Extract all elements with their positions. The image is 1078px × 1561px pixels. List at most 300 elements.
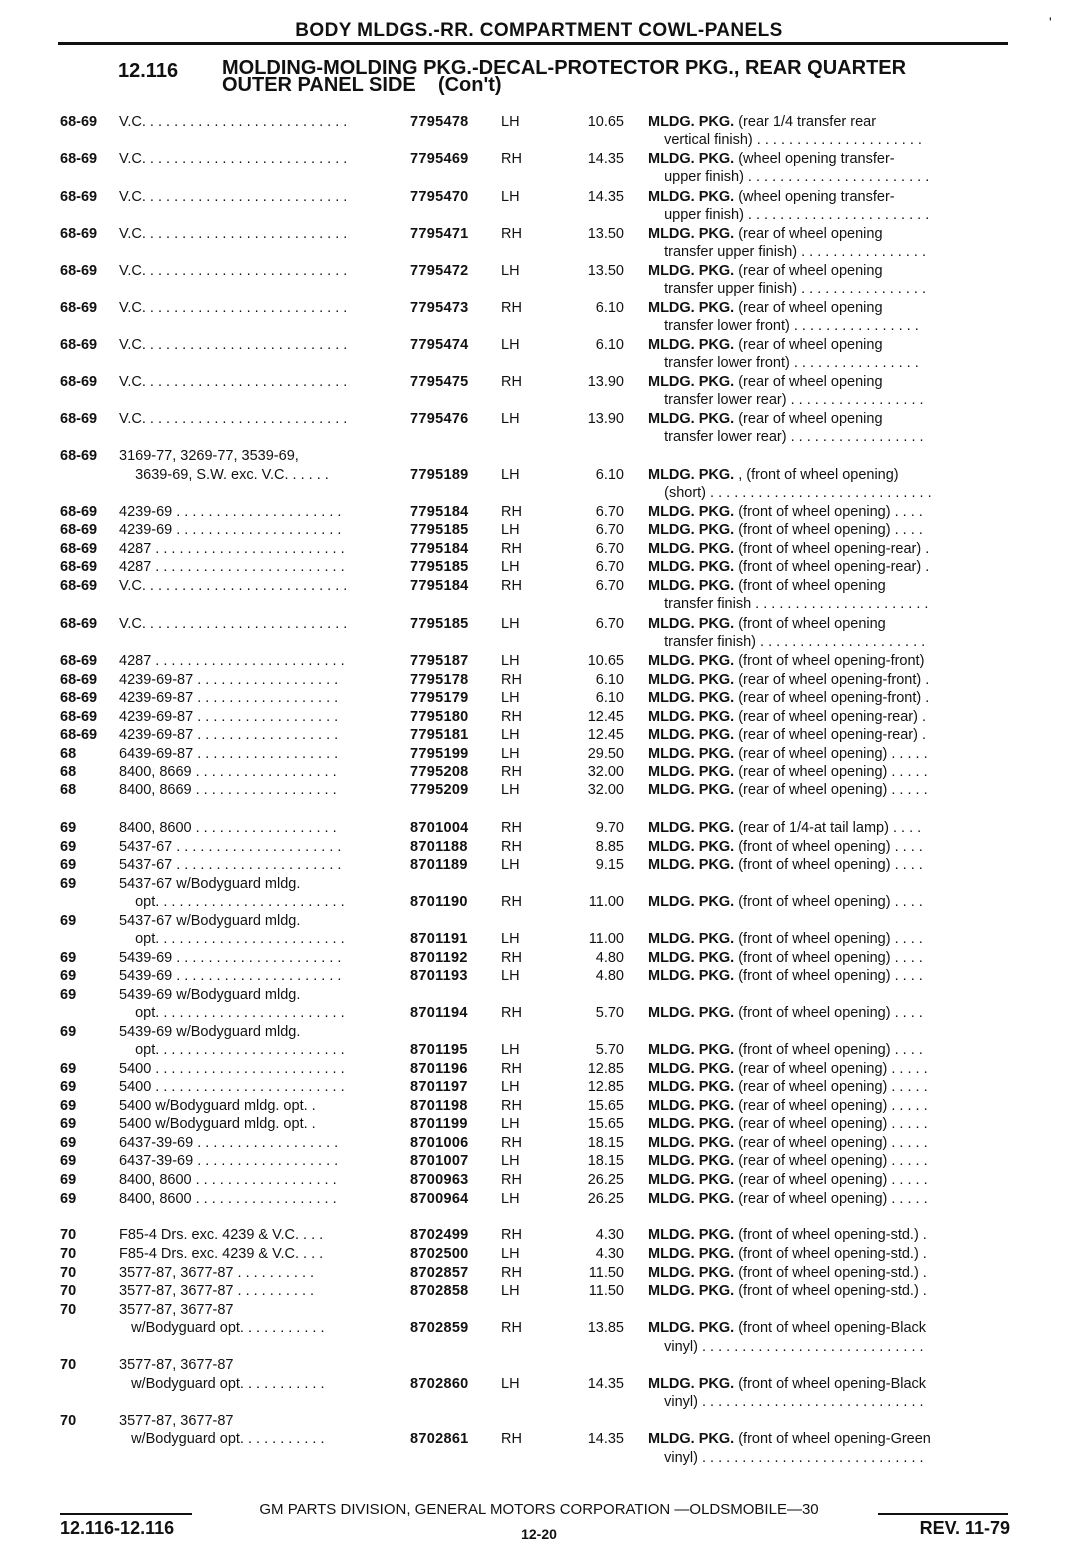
description-label: MLDG. PKG. bbox=[648, 690, 735, 706]
description-label: MLDG. PKG. bbox=[648, 467, 735, 483]
section-title-line-2: OUTER PANEL SIDE (Con't) bbox=[222, 74, 502, 96]
table-row bbox=[0, 912, 1078, 930]
description-text: (front of wheel opening) . . . . bbox=[734, 931, 923, 947]
year: 68 bbox=[60, 746, 77, 762]
price: 11.00 bbox=[588, 931, 624, 947]
description-text: transfer lower front) . . . . . . . . . . . . . . . . bbox=[648, 318, 919, 334]
description bbox=[648, 1449, 1012, 1467]
description bbox=[648, 1430, 1012, 1448]
model: opt. . . . . . . . . . . . . . . . . . . . . . . . bbox=[119, 931, 345, 947]
description bbox=[648, 150, 1012, 168]
model: 6437-39-69 . . . . . . . . . . . . . . . . . . bbox=[119, 1153, 339, 1169]
part-number: 7795179 bbox=[410, 690, 469, 706]
model: 4287 . . . . . . . . . . . . . . . . . . . . . . . . bbox=[119, 541, 345, 557]
side: RH bbox=[501, 1265, 522, 1281]
description bbox=[648, 521, 1012, 539]
table-row bbox=[0, 1171, 1078, 1189]
year: 68-69 bbox=[60, 151, 98, 167]
side: RH bbox=[501, 504, 522, 520]
table-row bbox=[0, 1430, 1078, 1448]
price: 14.35 bbox=[587, 1431, 624, 1447]
description-text: (front of wheel opening) . . . . bbox=[734, 1005, 923, 1021]
year: 68-69 bbox=[60, 448, 98, 464]
description-text: (front of wheel opening) . . . . bbox=[734, 1042, 923, 1058]
price: 14.35 bbox=[587, 151, 624, 167]
description-label: MLDG. PKG. bbox=[648, 226, 735, 242]
part-number: 7795185 bbox=[410, 616, 469, 632]
side: LH bbox=[501, 1079, 520, 1095]
description bbox=[648, 949, 1012, 967]
model: 5400 . . . . . . . . . . . . . . . . . . . . . . . . bbox=[119, 1079, 345, 1095]
table-row bbox=[0, 875, 1078, 893]
price: 12.45 bbox=[587, 709, 624, 725]
side: RH bbox=[501, 151, 522, 167]
description bbox=[648, 1115, 1012, 1133]
part-number: 8701004 bbox=[410, 820, 469, 836]
price: 15.65 bbox=[587, 1098, 624, 1114]
model: opt. . . . . . . . . . . . . . . . . . . . . . . . bbox=[119, 1005, 345, 1021]
description-label: MLDG. PKG. bbox=[648, 1153, 735, 1169]
price: 4.30 bbox=[595, 1227, 624, 1243]
price: 15.65 bbox=[587, 1116, 624, 1132]
table-row bbox=[0, 373, 1078, 391]
part-number: 7795184 bbox=[410, 578, 469, 594]
part-number: 7795180 bbox=[410, 709, 469, 725]
price: 4.80 bbox=[595, 968, 624, 984]
price: 12.45 bbox=[587, 727, 624, 743]
year: 69 bbox=[60, 1135, 77, 1151]
price: 26.25 bbox=[587, 1191, 624, 1207]
price: 13.85 bbox=[587, 1320, 624, 1336]
model: 5437-67 . . . . . . . . . . . . . . . . . . . . . bbox=[119, 857, 342, 873]
table-row bbox=[0, 188, 1078, 206]
model: V.C. . . . . . . . . . . . . . . . . . . . . . . . . . bbox=[119, 616, 348, 632]
description bbox=[648, 373, 1012, 391]
table-row bbox=[0, 1449, 1078, 1467]
description bbox=[648, 484, 1012, 502]
description bbox=[648, 188, 1012, 206]
description-label: MLDG. PKG. bbox=[648, 782, 735, 798]
description-label: MLDG. PKG. bbox=[648, 1005, 735, 1021]
description-text: (front of wheel opening) . . . . bbox=[734, 968, 923, 984]
model: V.C. . . . . . . . . . . . . . . . . . . . . . . . . . bbox=[119, 114, 348, 130]
description-text: (rear of wheel opening bbox=[734, 337, 883, 353]
price: 12.85 bbox=[587, 1079, 624, 1095]
description-label: MLDG. PKG. bbox=[648, 263, 735, 279]
description bbox=[648, 168, 1012, 186]
model: 4287 . . . . . . . . . . . . . . . . . . . . . . . . bbox=[119, 653, 345, 669]
model: 5437-67 w/Bodyguard mldg. bbox=[119, 913, 301, 929]
description-text: (rear of wheel opening bbox=[734, 374, 883, 390]
description-label: MLDG. PKG. bbox=[648, 894, 735, 910]
description-text: (front of wheel opening-Black bbox=[734, 1320, 927, 1336]
footer-revision: REV. 11-79 bbox=[919, 1518, 1010, 1538]
side: RH bbox=[501, 1135, 522, 1151]
table-row bbox=[0, 745, 1078, 763]
side: LH bbox=[501, 1153, 520, 1169]
description-text: vinyl) . . . . . . . . . . . . . . . . . . . . . . . . . . . . bbox=[648, 1450, 924, 1466]
part-number: 8701006 bbox=[410, 1135, 469, 1151]
description-text: (front of wheel opening-std.) . bbox=[734, 1227, 927, 1243]
description-text: transfer upper finish) . . . . . . . . . . . . . . . . bbox=[648, 281, 927, 297]
year: 70 bbox=[60, 1283, 77, 1299]
description-label: MLDG. PKG. bbox=[648, 1191, 735, 1207]
description bbox=[648, 336, 1012, 354]
description bbox=[648, 1097, 1012, 1115]
description-label: MLDG. PKG. bbox=[648, 189, 735, 205]
price: 6.70 bbox=[595, 578, 624, 594]
model: 5400 w/Bodyguard mldg. opt. . bbox=[119, 1098, 316, 1114]
model: V.C. . . . . . . . . . . . . . . . . . . . . . . . . . bbox=[119, 411, 348, 427]
year: 70 bbox=[60, 1413, 77, 1429]
year: 70 bbox=[60, 1302, 77, 1318]
description bbox=[648, 1319, 1012, 1337]
description-text: (wheel opening transfer- bbox=[734, 151, 895, 167]
table-row bbox=[0, 521, 1078, 539]
description-text: (rear of wheel opening) . . . . . bbox=[734, 1153, 928, 1169]
description-text: (front of wheel opening-rear) . bbox=[734, 559, 930, 575]
table-row bbox=[0, 1023, 1078, 1041]
description-text: (rear of wheel opening bbox=[734, 263, 883, 279]
model: 8400, 8669 . . . . . . . . . . . . . . . . . . bbox=[119, 782, 337, 798]
table-row bbox=[0, 1245, 1078, 1263]
year: 70 bbox=[60, 1246, 77, 1262]
description bbox=[648, 1282, 1012, 1300]
description-label: MLDG. PKG. bbox=[648, 672, 735, 688]
description bbox=[648, 745, 1012, 763]
description-text: upper finish) . . . . . . . . . . . . . . . . . . . . . . . bbox=[648, 207, 930, 223]
part-number: 7795185 bbox=[410, 559, 469, 575]
model: 6439-69-87 . . . . . . . . . . . . . . . . . . bbox=[119, 746, 339, 762]
year: 69 bbox=[60, 820, 77, 836]
side: LH bbox=[501, 616, 520, 632]
side: LH bbox=[501, 931, 520, 947]
description-text: (rear of 1/4-at tail lamp) . . . . bbox=[734, 820, 922, 836]
description-label: MLDG. PKG. bbox=[648, 541, 735, 557]
year: 69 bbox=[60, 876, 77, 892]
part-number: 8701188 bbox=[410, 839, 468, 855]
table-row bbox=[0, 243, 1078, 261]
side: LH bbox=[501, 690, 520, 706]
price: 14.35 bbox=[587, 1376, 624, 1392]
description-label: MLDG. PKG. bbox=[648, 968, 735, 984]
description-text: transfer lower front) . . . . . . . . . . . . . . . . bbox=[648, 355, 919, 371]
description-text: (front of wheel opening) . . . . bbox=[734, 950, 923, 966]
description bbox=[648, 1375, 1012, 1393]
table-row bbox=[0, 1319, 1078, 1337]
table-row bbox=[0, 540, 1078, 558]
description bbox=[648, 633, 1012, 651]
year: 69 bbox=[60, 1116, 77, 1132]
table-row bbox=[0, 595, 1078, 613]
side: LH bbox=[501, 467, 520, 483]
description-label: MLDG. PKG. bbox=[648, 746, 735, 762]
description-text: (front of wheel opening-Green bbox=[734, 1431, 931, 1447]
description-label: MLDG. PKG. bbox=[648, 578, 735, 594]
description bbox=[648, 1338, 1012, 1356]
table-row bbox=[0, 1393, 1078, 1411]
description bbox=[648, 1078, 1012, 1096]
price: 4.80 bbox=[595, 950, 624, 966]
part-number: 8701191 bbox=[410, 931, 468, 947]
table-row bbox=[0, 633, 1078, 651]
description-text: (front of wheel opening) . . . . bbox=[734, 522, 923, 538]
description-text: (rear of wheel opening) . . . . . bbox=[734, 1061, 928, 1077]
table-row bbox=[0, 689, 1078, 707]
description-text: (front of wheel opening-rear) . bbox=[734, 541, 930, 557]
model: 4239-69 . . . . . . . . . . . . . . . . . . . . . bbox=[119, 522, 342, 538]
description bbox=[648, 354, 1012, 372]
side: RH bbox=[501, 1227, 522, 1243]
description-label: MLDG. PKG. bbox=[648, 764, 735, 780]
description-text: (rear of wheel opening-front) . bbox=[734, 690, 930, 706]
part-number: 7795185 bbox=[410, 522, 469, 538]
price: 13.50 bbox=[587, 263, 624, 279]
price: 9.15 bbox=[595, 857, 624, 873]
part-number: 8702859 bbox=[410, 1320, 469, 1336]
description-text: (rear of wheel opening) . . . . . bbox=[734, 1098, 928, 1114]
year: 68-69 bbox=[60, 559, 98, 575]
description bbox=[648, 856, 1012, 874]
year: 69 bbox=[60, 1172, 77, 1188]
side: LH bbox=[501, 1246, 520, 1262]
part-number: 8701196 bbox=[410, 1061, 468, 1077]
description-text: (rear of wheel opening-rear) . bbox=[734, 709, 927, 725]
page-title: BODY MLDGS.-RR. COMPARTMENT COWL-PANELS bbox=[295, 20, 783, 41]
table-row bbox=[0, 225, 1078, 243]
year: 69 bbox=[60, 968, 77, 984]
year: 68-69 bbox=[60, 616, 98, 632]
footer-page-number: 12-20 bbox=[521, 1526, 557, 1542]
year: 69 bbox=[60, 857, 77, 873]
part-number: 8701197 bbox=[410, 1079, 468, 1095]
description-label: MLDG. PKG. bbox=[648, 374, 735, 390]
description bbox=[648, 671, 1012, 689]
description-label: MLDG. PKG. bbox=[648, 411, 735, 427]
description-text: transfer finish) . . . . . . . . . . . . . . . . . . . . . bbox=[648, 634, 926, 650]
table-row bbox=[0, 206, 1078, 224]
table-row bbox=[0, 410, 1078, 428]
year: 68-69 bbox=[60, 504, 98, 520]
description-text: (rear of wheel opening) . . . . . bbox=[734, 1079, 928, 1095]
section-number: 12.116 bbox=[118, 60, 179, 82]
side: RH bbox=[501, 839, 522, 855]
part-number: 8702500 bbox=[410, 1246, 469, 1262]
side: RH bbox=[501, 578, 522, 594]
model: 5400 w/Bodyguard mldg. opt. . bbox=[119, 1116, 316, 1132]
model: V.C. . . . . . . . . . . . . . . . . . . . . . . . . . bbox=[119, 151, 348, 167]
description-label: MLDG. PKG. bbox=[648, 839, 735, 855]
price: 11.00 bbox=[588, 894, 624, 910]
side: LH bbox=[501, 1191, 520, 1207]
description bbox=[648, 838, 1012, 856]
description-text: (wheel opening transfer- bbox=[734, 189, 895, 205]
description bbox=[648, 781, 1012, 799]
price: 13.90 bbox=[587, 411, 624, 427]
model: 4239-69 . . . . . . . . . . . . . . . . . . . . . bbox=[119, 504, 342, 520]
description bbox=[648, 503, 1012, 521]
model: 4239-69-87 . . . . . . . . . . . . . . . . . . bbox=[119, 727, 339, 743]
table-row bbox=[0, 1375, 1078, 1393]
part-number: 7795208 bbox=[410, 764, 469, 780]
table-row bbox=[0, 1301, 1078, 1319]
part-number: 7795478 bbox=[410, 114, 469, 130]
year: 68-69 bbox=[60, 189, 98, 205]
part-number: 7795184 bbox=[410, 541, 469, 557]
model: w/Bodyguard opt. . . . . . . . . . . bbox=[119, 1431, 325, 1447]
year: 68-69 bbox=[60, 522, 98, 538]
table-row bbox=[0, 317, 1078, 335]
table-row bbox=[0, 428, 1078, 446]
price: 32.00 bbox=[587, 764, 624, 780]
year: 69 bbox=[60, 913, 77, 929]
price: 29.50 bbox=[587, 746, 624, 762]
part-number: 8701195 bbox=[410, 1042, 468, 1058]
description-label: MLDG. PKG. bbox=[648, 931, 735, 947]
description-label: MLDG. PKG. bbox=[648, 653, 735, 669]
table-row bbox=[0, 354, 1078, 372]
description-label: MLDG. PKG. bbox=[648, 1246, 735, 1262]
table-row bbox=[0, 819, 1078, 837]
description-text: (front of wheel opening-std.) . bbox=[734, 1246, 927, 1262]
description-label: MLDG. PKG. bbox=[648, 504, 735, 520]
description-label: MLDG. PKG. bbox=[648, 616, 735, 632]
description-text: (rear of wheel opening) . . . . . bbox=[734, 782, 928, 798]
year: 68-69 bbox=[60, 578, 98, 594]
model: V.C. . . . . . . . . . . . . . . . . . . . . . . . . . bbox=[119, 374, 348, 390]
table-row bbox=[0, 113, 1078, 131]
description bbox=[648, 540, 1012, 558]
side: RH bbox=[501, 1005, 522, 1021]
side: RH bbox=[501, 1431, 522, 1447]
price: 4.30 bbox=[595, 1246, 624, 1262]
description-label: MLDG. PKG. bbox=[648, 1098, 735, 1114]
table-row bbox=[0, 856, 1078, 874]
table-row bbox=[0, 1264, 1078, 1282]
year: 68-69 bbox=[60, 672, 98, 688]
part-number: 7795184 bbox=[410, 504, 469, 520]
description-label: MLDG. PKG. bbox=[648, 559, 735, 575]
description bbox=[648, 317, 1012, 335]
model: opt. . . . . . . . . . . . . . . . . . . . . . . . bbox=[119, 1042, 345, 1058]
price: 6.70 bbox=[595, 616, 624, 632]
table-row bbox=[0, 336, 1078, 354]
description-text: (rear of wheel opening-rear) . bbox=[734, 727, 927, 743]
price: 6.10 bbox=[595, 672, 624, 688]
price: 5.70 bbox=[595, 1042, 624, 1058]
description-text: transfer lower rear) . . . . . . . . . . . . . . . . . bbox=[648, 392, 924, 408]
description bbox=[648, 410, 1012, 428]
part-number: 7795209 bbox=[410, 782, 469, 798]
description-label: MLDG. PKG. bbox=[648, 1376, 735, 1392]
description bbox=[648, 1171, 1012, 1189]
side: LH bbox=[501, 857, 520, 873]
description-text: (front of wheel opening-Black bbox=[734, 1376, 927, 1392]
table-row bbox=[0, 168, 1078, 186]
description bbox=[648, 1264, 1012, 1282]
model: 3577-87, 3677-87 . . . . . . . . . . bbox=[119, 1283, 315, 1299]
description-label: MLDG. PKG. bbox=[648, 1283, 735, 1299]
table-row bbox=[0, 150, 1078, 168]
description-label: MLDG. PKG. bbox=[648, 522, 735, 538]
year: 68-69 bbox=[60, 300, 98, 316]
price: 18.15 bbox=[587, 1153, 624, 1169]
side: LH bbox=[501, 653, 520, 669]
price: 12.85 bbox=[587, 1061, 624, 1077]
year: 70 bbox=[60, 1357, 77, 1373]
table-row bbox=[0, 558, 1078, 576]
part-number: 7795181 bbox=[410, 727, 469, 743]
description-label: MLDG. PKG. bbox=[648, 337, 735, 353]
price: 11.50 bbox=[588, 1265, 624, 1281]
model: V.C. . . . . . . . . . . . . . . . . . . . . . . . . . bbox=[119, 578, 348, 594]
side: RH bbox=[501, 1061, 522, 1077]
table-row bbox=[0, 280, 1078, 298]
price: 6.10 bbox=[595, 300, 624, 316]
table-row bbox=[0, 484, 1078, 502]
description bbox=[648, 595, 1012, 613]
table-row bbox=[0, 763, 1078, 781]
price: 26.25 bbox=[587, 1172, 624, 1188]
side: LH bbox=[501, 559, 520, 575]
description-text: (rear of wheel opening) . . . . . bbox=[734, 1135, 928, 1151]
part-number: 7795189 bbox=[410, 467, 469, 483]
table-row bbox=[0, 466, 1078, 484]
part-number: 7795476 bbox=[410, 411, 469, 427]
description-text: (short) . . . . . . . . . . . . . . . . . . . . . . . . . . . . bbox=[648, 485, 932, 501]
year: 69 bbox=[60, 1098, 77, 1114]
description bbox=[648, 206, 1012, 224]
side: LH bbox=[501, 782, 520, 798]
description-label: MLDG. PKG. bbox=[648, 1431, 735, 1447]
table-row bbox=[0, 1338, 1078, 1356]
corner-mark: ' bbox=[1049, 14, 1052, 30]
side: RH bbox=[501, 1172, 522, 1188]
description bbox=[648, 243, 1012, 261]
year: 68-69 bbox=[60, 114, 98, 130]
description-label: MLDG. PKG. bbox=[648, 1227, 735, 1243]
year: 68-69 bbox=[60, 541, 98, 557]
side: LH bbox=[501, 746, 520, 762]
table-row bbox=[0, 1152, 1078, 1170]
table-row bbox=[0, 131, 1078, 149]
side: RH bbox=[501, 374, 522, 390]
price: 6.70 bbox=[595, 522, 624, 538]
description-text: (front of wheel opening) . . . . bbox=[734, 894, 923, 910]
description bbox=[648, 558, 1012, 576]
model: 4239-69-87 . . . . . . . . . . . . . . . . . . bbox=[119, 690, 339, 706]
table-row bbox=[0, 1190, 1078, 1208]
model: 5439-69 w/Bodyguard mldg. bbox=[119, 1024, 301, 1040]
description bbox=[648, 299, 1012, 317]
description-text: upper finish) . . . . . . . . . . . . . . . . . . . . . . . bbox=[648, 169, 930, 185]
part-number: 7795473 bbox=[410, 300, 469, 316]
description-label: MLDG. PKG. bbox=[648, 709, 735, 725]
part-number: 7795199 bbox=[410, 746, 469, 762]
description bbox=[648, 131, 1012, 149]
table-row bbox=[0, 726, 1078, 744]
year: 69 bbox=[60, 1079, 77, 1095]
table-row bbox=[0, 1078, 1078, 1096]
model: 5400 . . . . . . . . . . . . . . . . . . . . . . . . bbox=[119, 1061, 345, 1077]
table-row bbox=[0, 1097, 1078, 1115]
year: 68-69 bbox=[60, 374, 98, 390]
model: F85-4 Drs. exc. 4239 & V.C. . . . bbox=[119, 1246, 324, 1262]
description bbox=[648, 1152, 1012, 1170]
description-label: MLDG. PKG. bbox=[648, 950, 735, 966]
model: 8400, 8669 . . . . . . . . . . . . . . . . . . bbox=[119, 764, 337, 780]
side: RH bbox=[501, 709, 522, 725]
